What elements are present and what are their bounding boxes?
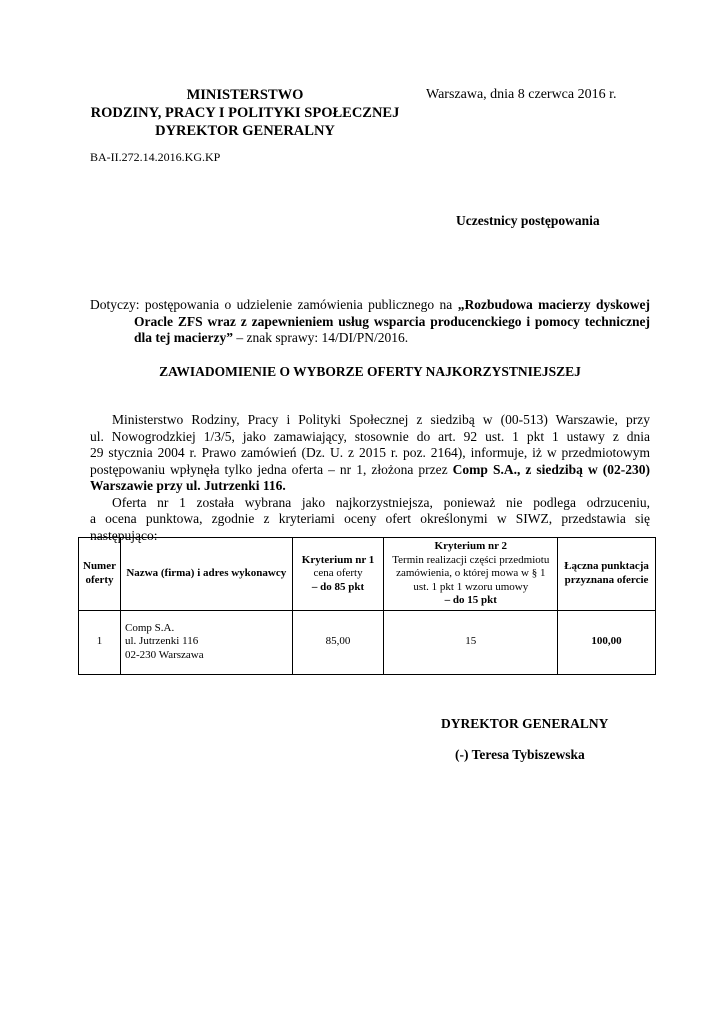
crit1-points: – do 85 pkt [311,580,365,593]
subject-suffix: – znak sprawy: 14/DI/PN/2016. [232,330,409,345]
row-criterion-1: 85,00 [292,610,384,674]
crit1-title: Kryterium nr 1 [301,553,375,566]
offers-table [78,537,656,675]
signature-name: (-) Teresa Tybiszewska [455,747,585,762]
subject-title-line-2: Oracle ZFS wraz z zapewnieniem usług wsparcia producenckiego i pomocy technicznej [134,313,650,329]
p1-line-1: Ministerstwo Rodziny, Pracy i Polityki Społecznej z siedzibą w (00-513) Warszawie, przy [112,412,650,427]
contractor-street: ul. Jutrzenki 116 [124,635,199,648]
p1-line-5 [90,478,650,495]
contractor-name: Comp S.A. [124,621,175,634]
contractor-city: 02-230 Warszawa [124,648,204,661]
institution-header [80,86,410,140]
p2-line-2: a ocena punktowa, zgodnie z kryteriami oceny ofert określonymi w SIWZ, przedstawia się następująco: [90,511,650,543]
institution-line-3: DYREKTOR GENERALNY [155,123,335,139]
p1-line-5-bold: Warszawie przy ul. Jutrzenki 116. [90,478,286,493]
table-row [79,610,656,674]
reference-number: BA-II.272.14.2016.KG.KP [90,150,221,164]
notice-heading: ZAWIADOMIENIE O WYBORZE OFERTY NAJKORZYSTNIEJSZEJ [159,364,581,379]
institution-line-2: RODZINY, PRACY I POLITYKI SPOŁECZNEJ [90,105,400,121]
p1-line-4-bold: Comp S.A., z siedzibą w (02-230) [452,461,650,477]
row-total: 100,00 [558,610,656,674]
header-name: Nazwa (firma) i adres wykonawcy [120,538,292,611]
p1-line-2: ul. Nowogrodzkiej 1/3/5, jako zamawiający, stosownie do art. 92 ust. 1 pkt 1 ustawy z dnia [90,428,650,444]
p1-line-4 [90,462,650,479]
signature-title: DYREKTOR GENERALNY [441,716,609,731]
row-criterion-2: 15 [384,610,558,674]
subject-title-line-1: „Rozbudowa macierzy dyskowej [457,297,650,312]
header-criterion-2 [384,538,558,611]
row-number: 1 [79,610,121,674]
crit2-points: – do 15 pkt [444,594,497,606]
p2-line-1: Oferta nr 1 została wybrana jako najkorzystniejsza, ponieważ nie podlega odrzuceniu, [112,494,650,510]
p1-line-3: 29 stycznia 2004 r. Prawo zamówień (Dz. U. z 2015 r. poz. 2164), informuje, iż w przedmiotowym [90,445,650,460]
crit1-desc: cena oferty [313,567,363,579]
row-contractor [120,610,292,674]
institution-line-1: MINISTERSTWO [186,87,304,103]
crit2-desc: Termin realizacji części przedmiotu zamówienia, o której mowa w § 1 ust. 1 pkt 1 wzoru umowy [392,553,550,593]
recipients: Uczestnicy postępowania [456,213,600,228]
table-header-row [79,538,656,611]
body-text [90,412,650,544]
header-number: Numer oferty [79,538,121,611]
subject-prefix: Dotyczy: postępowania o udzielenie zamówienia publicznego na [90,297,458,312]
subject-title-line-3: dla tej macierzy” [134,330,233,345]
p1-line-4-text: postępowaniu wpłynęła tylko jedna oferta – nr 1, złożona przez [90,461,453,477]
crit2-title: Kryterium nr 2 [434,540,508,552]
document-date: Warszawa, dnia 8 czerwca 2016 r. [426,87,617,102]
subject-block [90,297,650,347]
header-criterion-1 [292,538,384,611]
header-total: Łączna punktacja przyznana ofercie [558,538,656,611]
